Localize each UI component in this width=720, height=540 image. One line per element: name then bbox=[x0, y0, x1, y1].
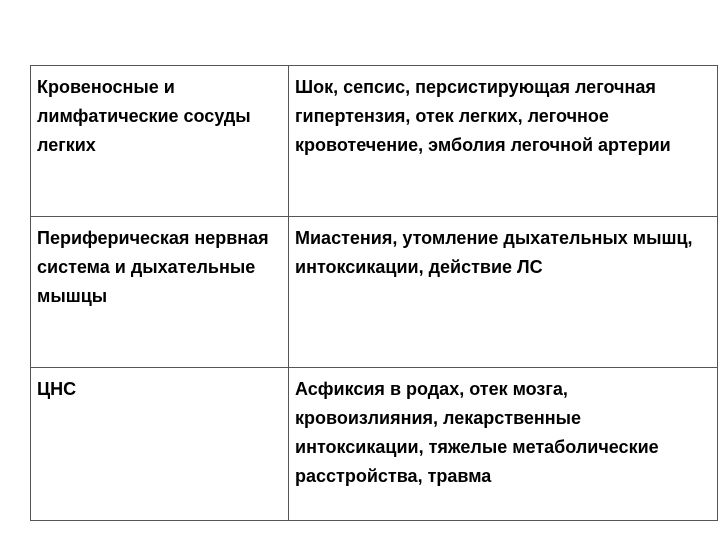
table-cell-conditions bbox=[289, 368, 718, 521]
conditions-text: Шок, сепсис, персистирующая легочная гипертензия, отек легких, легочное кровотечение, эмболия легочной артерии bbox=[295, 77, 671, 155]
table-cell-category bbox=[31, 66, 289, 217]
table-row bbox=[31, 66, 718, 217]
table-cell-category bbox=[31, 217, 289, 368]
table-cell-category bbox=[31, 368, 289, 521]
conditions-text: Асфиксия в родах, отек мозга, кровоизлияния, лекарственные интоксикации, тяжелые метаболические расстройства, травма bbox=[295, 379, 659, 486]
table-cell-conditions bbox=[289, 66, 718, 217]
category-text: ЦНС bbox=[37, 379, 77, 399]
table-row bbox=[31, 368, 718, 521]
causes-table bbox=[30, 65, 718, 521]
table-row bbox=[31, 217, 718, 368]
category-text: Периферическая нервная система и дыхательные мышцы bbox=[37, 228, 269, 306]
conditions-text: Миастения, утомление дыхательных мышц, интоксикации, действие ЛС bbox=[295, 228, 693, 277]
category-text: Кровеносные и лимфатические сосуды легких bbox=[37, 77, 251, 155]
table-cell-conditions bbox=[289, 217, 718, 368]
